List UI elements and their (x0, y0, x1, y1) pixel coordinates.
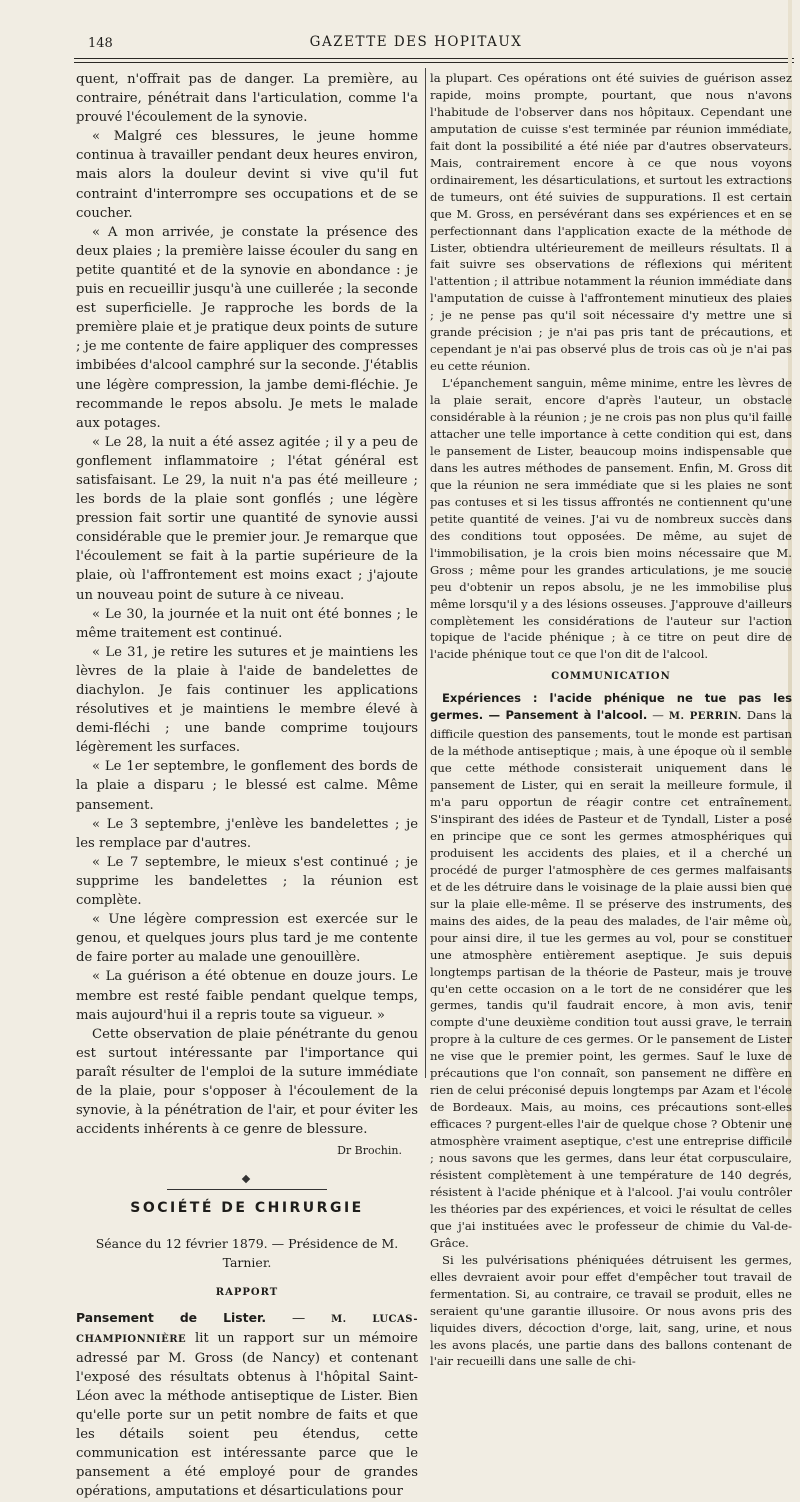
paragraph: la plupart. Ces opérations ont été suivies de guérison assez rapide, moins prompte, pourtant, que nous n'avons l'habitude de l'observer dans nos hôpitaux. Cependant une amputation de cuisse s'est terminée par réunion immédiate, fait dont la possibilité a été niée par d'autres observateurs. Mais, contrairement encore à ce que nous voyons ordinairement, les désarticulations, et surtout les extractions de tumeurs, ont été suivies de suppurations. Il est certain que M. Gross, en persévérant dans ses expériences et en se perfectionnant dans l'application exacte de la méthode de Lister, obtiendra ultérieurement de meilleurs résultats. Il a fait suivre ses observations de réflexions qui méritent l'attention ; il attribue notamment la réunion immédiate dans l'amputation de cuisse à l'affrontement minutieux des plaies ; je ne pense pas qu'il soit nécessaire d'y mettre une si grande précision ; je n'ai pas pris tant de précautions, et cependant je n'ai pas observé plus de trois cas où je n'ai pas eu cette réunion. (430, 71, 792, 374)
rubric-communication: COMMUNICATION (551, 671, 671, 683)
rapport-paragraph: Pansement de Lister. — M. LUCAS-CHAMPIONNIÈRE lit un rapport sur un mémoire adressé par M. Gross (de Nancy) et contenant l'exposé des résultats obtenus à l'hôpital Saint-Léon avec la méthode antiseptique de Lister. Bien qu'elle porte sur un petit nombre de faits et que les détails soient peu étendus, cette communication est intéressante parce que le pansement a été employé pour de grandes opérations, amputations et désarticulations pour (76, 1309, 419, 1500)
paragraph: « Le 3 septembre, j'enlève les bandelettes ; je les remplace par d'autres. (76, 816, 418, 851)
paragraph: « Le 1er septembre, le gonflement des bords de la plaie a disparu ; le blessé est calme. Même pansement. (76, 759, 418, 813)
communication-paragraph: Expériences : l'acide phénique ne tue pas les germes. — Pansement à l'alcool. — M. PERRIN. Dans la difficile question des pansements, tout le monde est partisan de la méthode antiseptique ; mais, à une époque où il semble que cette méthode consisterait uniquement dans le pansement de Lister, qui en serait la meilleure formule, il m'a paru opportun de réagir contre cet entraînement. S'inspirant des idées de Pasteur et de Tyndall, Lister a posé en principe que ce sont les germes atmosphériques qui produisent les accidents des plaies, et il a cherché un procédé de purger l'atmosphère de ces germes malfaisants et de les détruire dans le voisinage de la plaie aussi bien que sur la plaie elle-même. Il se préserve des instruments, des mains des aides, de la peau des malades, de l'air même où, pour ainsi dire, il tue les germes au vol, pour se constituer une atmosphère entièrement aseptique. Je suis depuis longtemps partisan de la théorie de Pasteur, mais je trouve qu'en cette occasion on a le tort de ne considérer que les germes, tandis qu'il faudrait encore, à mon avis, tenir compte d'une deuxième condition tout aussi grave, le terrain propre à la culture de ces germes. Or le pansement de Lister ne vise que le premier point, les germes. Sauf le luxe de précautions que l'on connaît, son pansement ne diffère en rien de celui préconisé depuis longtemps par Azam et l'école de Bordeaux. Mais, au moins, ces précautions sont-elles efficaces ? purgent-elles l'air de quelque chose ? Obtenir une atmosphère vraiment aseptique, c'est une entreprise difficile ; nous savons que les germes, dans leur état corpusculaire, résistent complètement à une température de 140 degrés, résistent à l'acide phénique et à l'alcool. J'ai voulu contrôler les théories par des expériences, et voici le résultat de celles que j'ai instituées avec le professeur de chimie du Val-de-Grâce. (430, 691, 792, 1250)
communication-author: M. PERRIN. (668, 711, 742, 723)
page-number: 148 (88, 36, 113, 51)
communication-text: Dans la difficile question des pansements, tout le monde est partisan de la méthode antiseptique ; mais, à une époque où il semble que cette méthode consisterait uniquement dans le pansement de Lister, qui en serait la meilleure formule, il m'a paru opportun de réagir contre cet entraînement. S'inspirant des idées de Pasteur et de Tyndall, Lister a posé en principe que ce sont les germes atmosphériques qui produisent les accidents des plaies, et il a cherché un procédé de purger l'atmosphère de ces germes malfaisants et de les détruire dans le voisinage de la plaie aussi bien que sur la plaie elle-même. Il se préserve des instruments, des mains des aides, de la peau des malades, de l'air même où, pour ainsi dire, il tue les germes au vol, pour se constituer une atmosphère entièrement aseptique. Je suis depuis longtemps partisan de la théorie de Pasteur, mais je trouve qu'en cette occasion on a le tort de ne considérer que les germes, tandis qu'il faudrait encore, à mon avis, tenir compte d'une deuxième condition tout aussi grave, le terrain propre à la culture de ces germes. Or le pansement de Lister ne vise que le premier point, les germes. Sauf le luxe de précautions que l'on connaît, son pansement ne diffère en rien de celui préconisé depuis longtemps par Azam et l'école de Bordeaux. Mais, au moins, ces précautions sont-elles efficaces ? purgent-elles l'air de quelque chose ? Obtenir une atmosphère vraiment aseptique, c'est une entreprise difficile ; nous savons que les germes, dans leur état corpusculaire, résistent complètement à une température de 140 degrés, résistent à l'acide phénique et à l'alcool. J'ai voulu contrôler les théories par des expériences, et voici le résultat de celles que j'ai instituées avec le professeur de chimie du Val-de-Grâce. (430, 708, 792, 1250)
column-divider (425, 68, 426, 1078)
rubric-rapport: RAPPORT (215, 1286, 279, 1298)
left-column (76, 70, 419, 1500)
paragraph: « A mon arrivée, je constate la présence des deux plaies ; la première laisse écouler du sang en petite quantité et de la synovie en abondance : je puis en recueillir jusqu'à une cuillerée ; la seconde est superficielle. Je rapproche les bords de la première plaie et je pratique deux points de suture ; je me contente de faire appliquer des compresses imbibées d'alcool camphré sur la seconde. J'établis une légère compression, la jambe demi-fléchie. Je recommande le repos absolu. Je mets le malade aux potages. (76, 224, 418, 431)
rapport-text: lit un rapport sur un mémoire adressé par M. Gross (de Nancy) et contenant l'exposé des résultats obtenus à l'hôpital Saint-Léon avec la méthode antiseptique de Lister. Bien qu'elle porte sur un petit nombre de faits et que les détails soient peu étendus, cette communication est intéressante parce que le pansement a été employé pour de grandes opérations, amputations et désarticulations pour (76, 1330, 418, 1500)
section-ornament (76, 1178, 418, 1186)
rapport-author: M. LUCAS-CHAMPIONNIÈRE (76, 1313, 419, 1345)
paragraph: quent, n'offrait pas de danger. La première, au contraire, pénétrait dans l'articulation, comme l'a prouvé l'écoulement de la synovie. (76, 72, 418, 126)
paragraph: « Le 7 septembre, le mieux s'est continué ; je supprime les bandelettes ; la réunion est complète. (76, 854, 418, 909)
paragraph: « Le 28, la nuit a été assez agitée ; il y a peu de gonflement inflammatoire ; l'état général est satisfaisant. Le 29, la nuit n'a pas été meilleure ; les bords de la plaie sont gonflés ; une légère pression fait sortir une quantité de synovie aussi considérable que le premier jour. Je remarque que l'écoulement se fait à la partie supérieure de la plaie, où l'affrontement est moins exact ; j'ajoute un nouveau point de suture à ce niveau. (76, 434, 418, 603)
section-title: SOCIÉTÉ DE CHIRURGIE (130, 1200, 364, 1217)
paragraph: L'épanchement sanguin, même minime, entre les lèvres de la plaie serait, encore d'après l'auteur, un obstacle considérable à la réunion ; je ne crois pas non plus qu'il faille attacher une telle importance à cette condition qui est, dans le pansement de Lister, beaucoup moins indispensable que dans les autres méthodes de pansement. Enfin, M. Gross dit que la réunion ne sera immédiate que si les plaies ne sont pas contuses et si les tissus affrontés ne contiennent qu'une petite quantité de veines. J'ai vu de nombreux succès dans des conditions tout opposées. De même, au sujet de l'immobilisation, je la crois bien moins nécessaire que M. Gross ; même pour les grandes articulations, je me soucie peu d'obtenir un repos absolu, je ne les immobilise plus même lorsqu'il y a des lésions osseuses. J'approuve d'ailleurs complètement les considérations de l'auteur sur l'action topique de l'acide phénique ; à ce titre on peut dire de l'acide phénique tout ce que l'on dit de l'alcool. (430, 376, 792, 662)
paragraph: « La guérison a été obtenue en douze jours. Le membre est resté faible pendant quelque temps, mais aujourd'hui il a repris toute sa vigueur. » (76, 969, 418, 1023)
rapport-lead: Pansement de Lister. (76, 1309, 267, 1325)
paragraph: « Malgré ces blessures, le jeune homme continua à travailler pendant deux heures environ, mais alors la douleur devint si vive qu'il fut contraint d'interrompre ses occupations et de se coucher. (76, 129, 418, 221)
right-column (430, 70, 792, 1369)
paragraph: « Le 31, je retire les sutures et je maintiens les lèvres de la plaie à l'aide de bandelettes de diachylon. Je fais continuer les applications résolutives et je maintiens le membre élevé à demi-fléchi ; une bande comprime toujours légèrement les surfaces. (76, 644, 418, 756)
page-header (60, 34, 772, 56)
paragraph: Cette observation de plaie pénétrante du genou est surtout intéressante par l'importance qui paraît résulter de l'emploi de la suture immédiate de la plaie, pour s'opposer à l'écoulement de la synovie, à la pénétration de l'air, et pour éviter les accidents inhérents à ce genre de blessure. (76, 1026, 418, 1138)
running-title: GAZETTE DES HOPITAUX (309, 34, 523, 50)
signature: Dr Brochin. (337, 1144, 402, 1158)
paragraph: « Une légère compression est exercée sur le genou, et quelques jours plus tard je me contente de faire porter au malade une genouillère. (76, 912, 418, 966)
seance-line: Séance du 12 février 1879. — Présidence de M. Tarnier. (95, 1236, 399, 1271)
communication-lead: Expériences : l'acide phénique ne tue pas les germes. — Pansement à l'alcool. (430, 691, 792, 723)
header-rule (74, 58, 794, 59)
paragraph: Si les pulvérisations phéniquées détruisent les germes, elles devraient avoir pour effet d'empêcher tout travail de fermentation. Si, au contraire, ce travail se produit, elles ne seraient qu'une garantie illusoire. Or nous avons pris des liquides divers, décoction d'orge, lait, sang, urine, et nous les avons placés, une partie dans des ballons contenant de l'air recueilli dans une salle de chi- (430, 1252, 792, 1369)
header-rule-thin (74, 62, 794, 63)
paragraph: « Le 30, la journée et la nuit ont été bonnes ; le même traitement est continué. (76, 606, 418, 641)
